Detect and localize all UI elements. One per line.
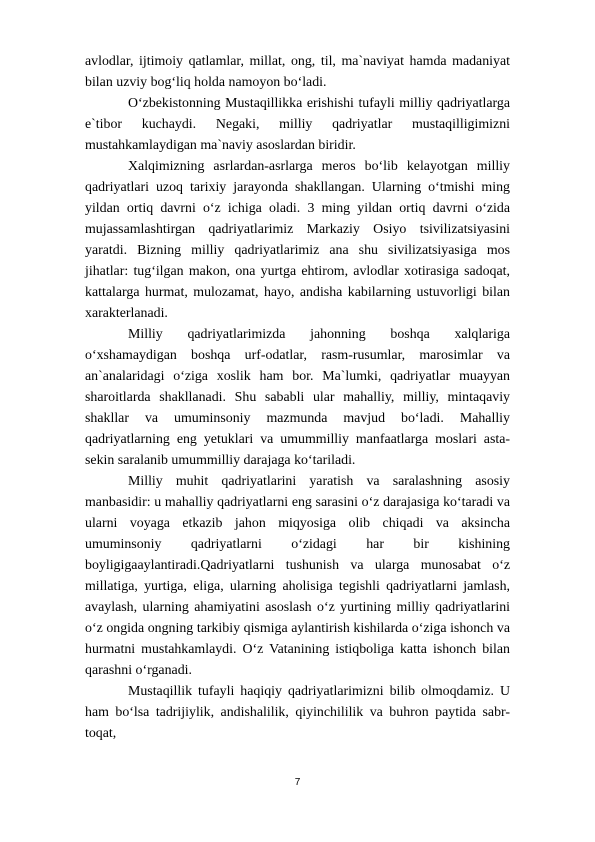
document-body — [85, 51, 510, 744]
paragraph-1: avlodlar, ijtimoiy qatlamlar, millat, ong, til, ma`naviyat hamda madaniyat bilan uzviy bog‘liq holda namoyon bo‘ladi. — [85, 54, 510, 90]
paragraph-2: O‘zbekistonning Mustaqillikka erishishi tufayli milliy qadriyatlarga e`tibor kuchaydi. Negaki, milliy qadriyatlar mustaqilligimizni mustahkamlaydigan ma`naviy asoslardan biridir. — [85, 96, 510, 153]
paragraph-3: Xalqimizning asrlardan-asrlarga meros bo‘lib kelayotgan milliy qadriyatlari uzoq tarixiy jarayonda shakllangan. Ularning o‘tmishi ming yildan ortiq davrni o‘z ichiga oladi. 3 ming yildan ortiq davrni o‘zida mujassamlashtirgan qadriyatlarimiz Markaziy Osiyo tsivilizatsiyasini yaratdi. Bizning milliy qadriyatlarimiz ana shu sivilizatsiyasiga mos jihatlar: tug‘ilgan makon, ona yurtga ehtirom, avlodlar xotirasiga sadoqat, kattalarga hurmat, mulozamat, hayo, andisha kabilarning ustuvorligi bilan xarakterlanadi. — [85, 159, 510, 321]
page-number: 7 — [294, 777, 301, 788]
paragraph-5: Milliy muhit qadriyatlarini yaratish va saralashning asosiy manbasidir: u mahalliy qadriyatlarni eng sarasini o‘z darajasiga ko‘taradi va ularni voyaga etkazib jahon miqyosiga olib chiqadi va aksincha umuminsoniy qadriyatlarni o‘zidagi har bir kishining boyligigaaylantiradi.Qadriyatlarni tushunish va ularga munosabat o‘z millatiga, yurtiga, eliga, ularning aholisiga tegishli qadriyatlarni jamlash, avaylash, ularning ahamiyatini asoslash o‘z yurtining milliy qadriyatlarini o‘z ongida ongning tarkibiy qismiga aylantirish kishilarda o‘ziga ishonch va hurmatni mustahkamlaydi. O‘z Vatanining istiqboliga katta ishonch bilan qarashni o‘rganadi. — [85, 474, 510, 678]
paragraph-4: Milliy qadriyatlarimizda jahonning boshqa xalqlariga o‘xshamaydigan boshqa urf-odatlar, rasm-rusumlar, marosimlar va an`analaridagi o‘ziga xoslik ham bor. Ma`lumki, qadriyatlar muayyan sharoitlarda shakllanadi. Shu sababli ular mahalliy, milliy, mintaqaviy shakllar va umuminsoniy mazmunda mavjud bo‘ladi. Mahalliy qadriyatlarning eng yetuklari va umummilliy manfaatlarga moslari asta-sekin saralanib umummilliy darajaga ko‘tariladi. — [85, 327, 510, 468]
paragraph-6: Mustaqillik tufayli haqiqiy qadriyatlarimizni bilib olmoqdamiz. U ham bo‘lsa tadrijiylik, andishalilik, qiyinchililik va buhron paytida sabr-toqat, — [85, 684, 510, 741]
